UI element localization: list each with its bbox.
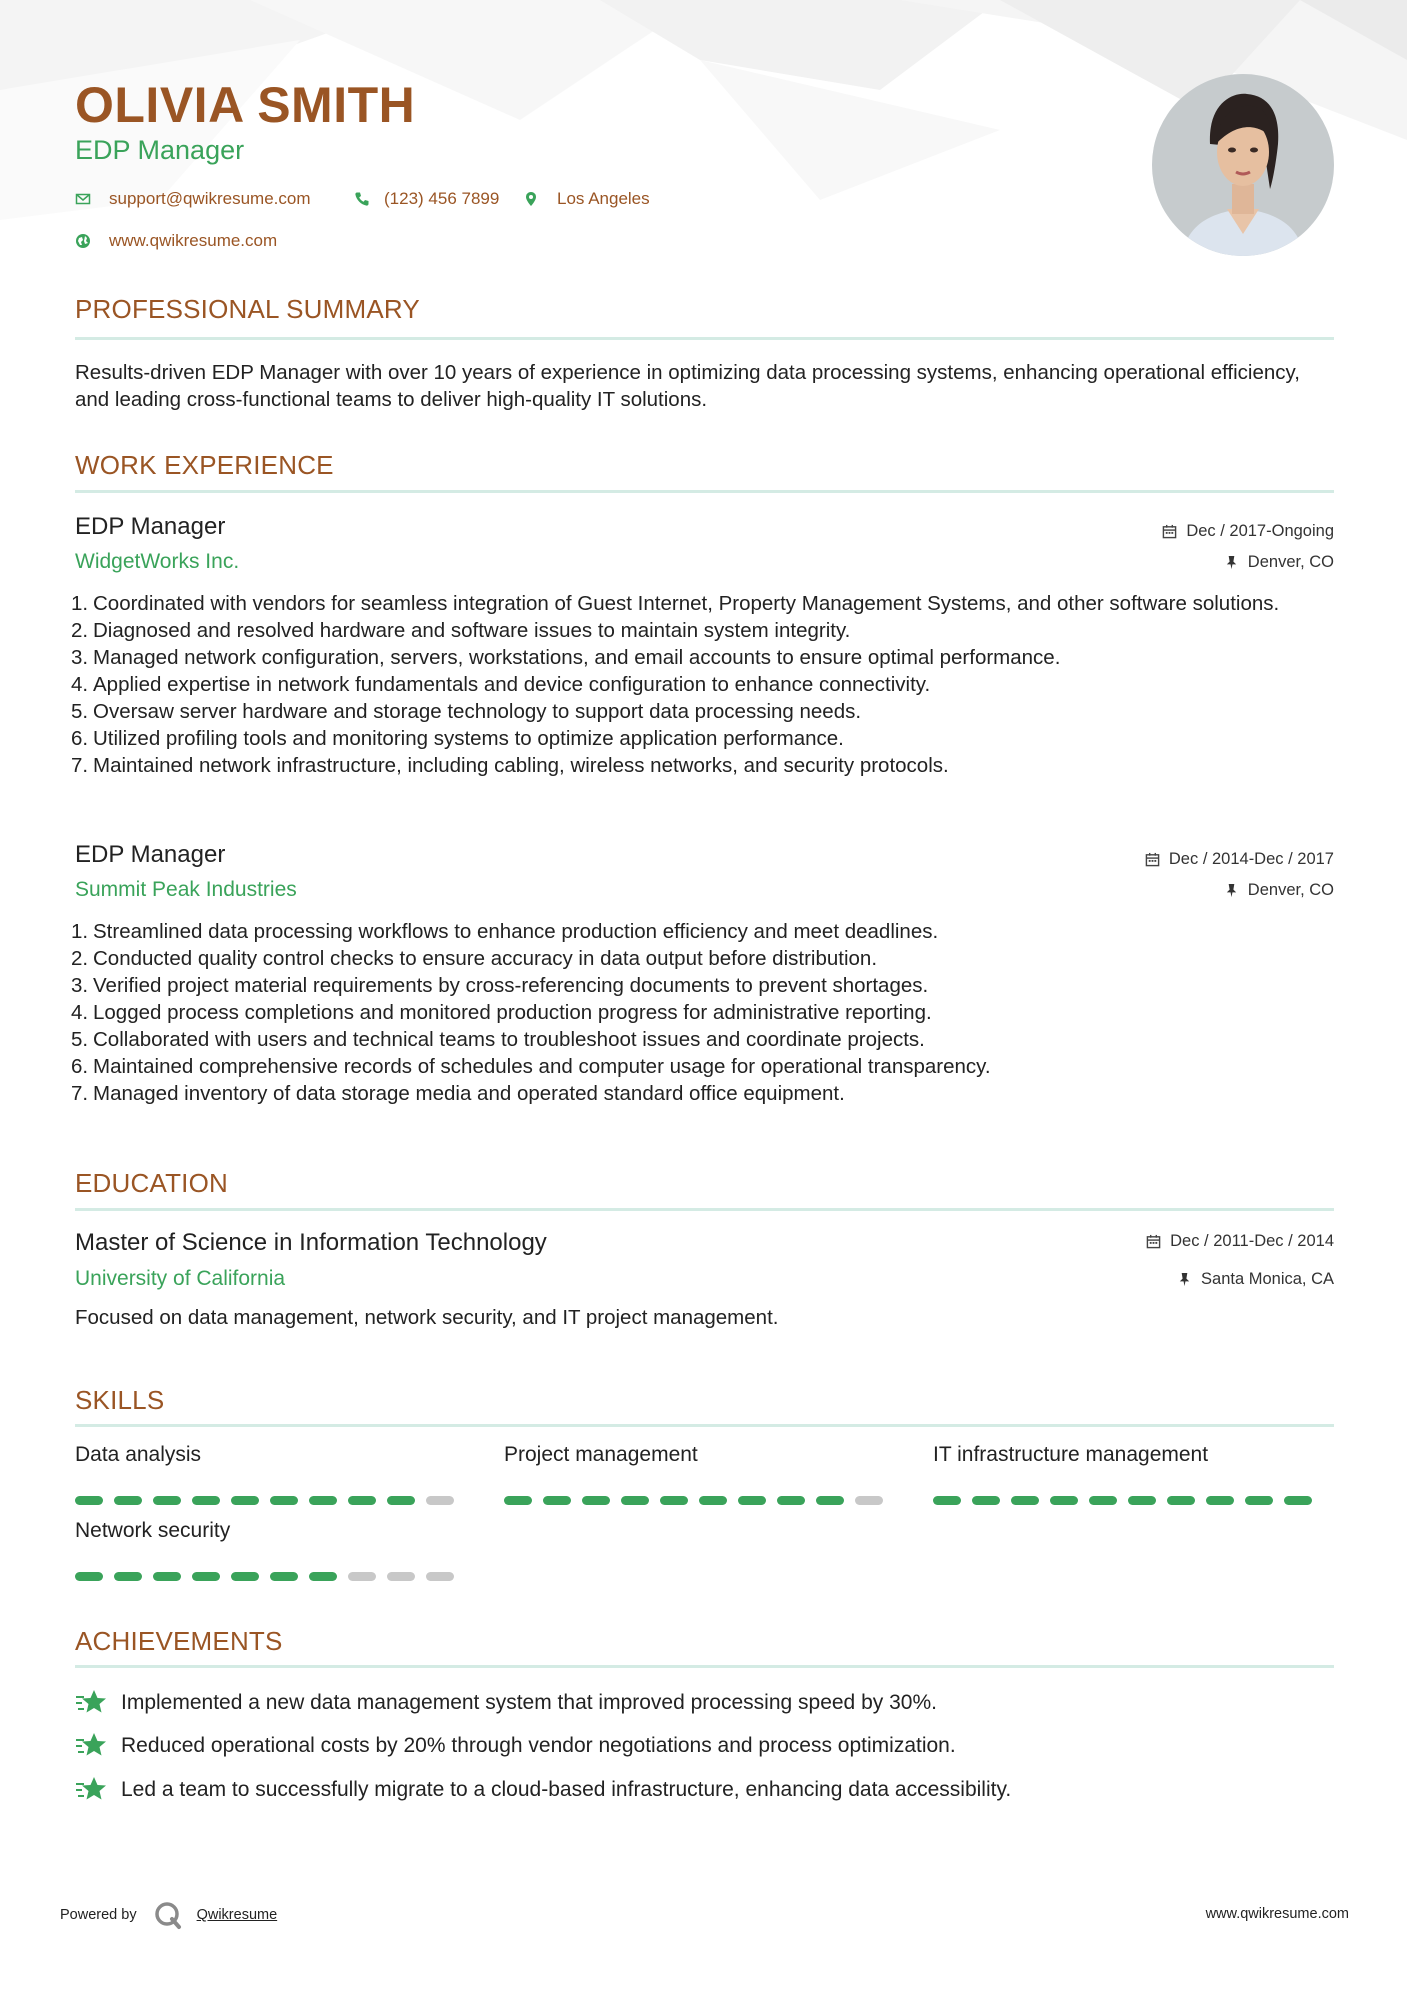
skill-dash-filled (1089, 1496, 1117, 1505)
skill-dash-filled (114, 1496, 142, 1505)
list-number: 6. (71, 1055, 89, 1078)
calendar-icon (1146, 1234, 1161, 1249)
list-item (71, 1080, 1334, 1107)
job-title: EDP Manager (75, 513, 226, 540)
list-item (71, 617, 1334, 644)
list-text: Managed inventory of data storage media and operated standard office equipment. (93, 1082, 845, 1105)
list-text: Verified project material requirements by cross-referencing documents to prevent shortages. (93, 974, 929, 997)
list-item (71, 671, 1334, 698)
skill-dash-filled (270, 1572, 298, 1581)
skill-dash-filled (270, 1496, 298, 1505)
list-text: Oversaw server hardware and storage technology to support data processing needs. (93, 700, 862, 723)
skills-divider (75, 1424, 1334, 1427)
list-text: Maintained comprehensive records of schedules and computer usage for operational transparency. (93, 1055, 991, 1078)
job-dates-text: Dec / 2017-Ongoing (1186, 522, 1334, 540)
skill-name: IT infrastructure management (933, 1443, 1209, 1466)
job-location-text: Denver, CO (1247, 881, 1334, 899)
map-marker-icon (523, 191, 539, 207)
skill-dash-filled (504, 1496, 532, 1505)
skills-heading: SKILLS (75, 1385, 165, 1415)
footer-url[interactable]: www.qwikresume.com (1205, 1906, 1349, 1922)
school-name: University of California (75, 1267, 286, 1290)
experience-heading: WORK EXPERIENCE (75, 450, 334, 480)
list-number: 5. (71, 700, 89, 723)
summary-heading: PROFESSIONAL SUMMARY (75, 294, 420, 324)
job-location (1224, 881, 1334, 900)
footer-powered-by (60, 1900, 277, 1930)
skill-dash-filled (1011, 1496, 1039, 1505)
list-text: Coordinated with vendors for seamless integration of Guest Internet, Property Management Systems, and other software solutions. (93, 592, 1280, 615)
skill-name: Project management (504, 1443, 698, 1466)
list-item (71, 1026, 1334, 1053)
list-text: Conducted quality control checks to ensure accuracy in data output before distribution. (93, 947, 878, 970)
pin-icon (1224, 555, 1239, 570)
skill-dash-filled (582, 1496, 610, 1505)
skill-dash-filled (231, 1572, 259, 1581)
contact-phone[interactable] (354, 189, 499, 209)
candidate-name: OLIVIA SMITH (75, 77, 416, 133)
job-title: EDP Manager (75, 841, 226, 868)
skill-name: Network security (75, 1519, 231, 1542)
skill-item (504, 1443, 884, 1505)
email-icon (75, 191, 91, 207)
list-number: 4. (71, 673, 89, 696)
skill-dash-filled (1206, 1496, 1234, 1505)
skill-dash-filled (387, 1496, 415, 1505)
achievement-text: Reduced operational costs by 20% through vendor negotiations and process optimization. (121, 1734, 956, 1757)
achievements-divider (75, 1665, 1334, 1668)
job-location (1224, 553, 1334, 572)
skill-dash-filled (816, 1496, 844, 1505)
list-number: 7. (71, 1082, 89, 1105)
skill-item (75, 1519, 455, 1581)
skill-dash-filled (738, 1496, 766, 1505)
education-dates (1146, 1232, 1334, 1251)
list-number: 2. (71, 619, 89, 642)
skill-item (75, 1443, 455, 1505)
contact-email[interactable] (75, 189, 311, 209)
skill-level-bar (75, 1496, 455, 1505)
email-text: support@qwikresume.com (109, 189, 311, 208)
skill-dash-filled (192, 1496, 220, 1505)
list-text: Managed network configuration, servers, workstations, and email accounts to ensure optimal performance. (93, 646, 1061, 669)
skill-dash-filled (75, 1496, 103, 1505)
skill-dash-filled (1167, 1496, 1195, 1505)
pin-icon (1177, 1272, 1192, 1287)
education-heading: EDUCATION (75, 1168, 228, 1198)
degree-title: Master of Science in Information Technology (75, 1229, 547, 1256)
calendar-icon (1162, 524, 1177, 539)
skill-name: Data analysis (75, 1443, 202, 1466)
education-divider (75, 1208, 1334, 1211)
list-number: 6. (71, 727, 89, 750)
job-dates (1162, 522, 1334, 541)
qwikresume-logo-icon (153, 1900, 183, 1930)
star-award-icon (75, 1688, 107, 1718)
job-dates (1145, 850, 1334, 869)
achievements-heading: ACHIEVEMENTS (75, 1626, 283, 1656)
list-number: 3. (71, 974, 89, 997)
powered-by-text: Powered by (60, 1907, 137, 1923)
list-number: 7. (71, 754, 89, 777)
list-text: Collaborated with users and technical teams to troubleshoot issues and coordinate projects. (93, 1028, 925, 1051)
contact-location (523, 189, 650, 209)
skill-level-bar (504, 1496, 884, 1505)
skill-dash-filled (192, 1572, 220, 1581)
candidate-role: EDP Manager (75, 135, 245, 165)
education-dates-text: Dec / 2011-Dec / 2014 (1170, 1232, 1334, 1250)
skill-dash-filled (309, 1496, 337, 1505)
skill-dash-filled (1245, 1496, 1273, 1505)
list-item (71, 725, 1334, 752)
job-company: Summit Peak Industries (75, 878, 297, 901)
list-item (71, 752, 1334, 779)
skill-dash-filled (153, 1496, 181, 1505)
list-text: Utilized profiling tools and monitoring systems to optimize application performance. (93, 727, 844, 750)
achievement-text: Led a team to successfully migrate to a cloud-based infrastructure, enhancing data accessibility. (121, 1778, 1012, 1801)
achievement-item (75, 1731, 956, 1761)
summary-divider (75, 337, 1334, 340)
skill-dash-empty (348, 1572, 376, 1581)
list-number: 1. (71, 920, 89, 943)
phone-text: (123) 456 7899 (384, 189, 500, 208)
star-award-icon (75, 1775, 107, 1805)
job-location-text: Denver, CO (1247, 553, 1334, 571)
list-number: 1. (71, 592, 89, 615)
skill-dash-filled (75, 1572, 103, 1581)
skill-dash-filled (114, 1572, 142, 1581)
star-award-icon (75, 1731, 107, 1761)
contact-website[interactable] (75, 231, 277, 251)
education-description: Focused on data management, network security, and IT project management. (75, 1306, 779, 1329)
skill-dash-filled (1050, 1496, 1078, 1505)
job-dates-text: Dec / 2014-Dec / 2017 (1168, 850, 1334, 868)
experience-divider (75, 490, 1334, 493)
phone-icon (354, 191, 370, 207)
profile-photo (1152, 74, 1334, 256)
list-item (71, 999, 1334, 1026)
pin-icon (1224, 883, 1239, 898)
skill-dash-empty (855, 1496, 883, 1505)
job-responsibilities (71, 918, 1334, 1107)
skill-dash-filled (972, 1496, 1000, 1505)
skill-level-bar (933, 1496, 1313, 1505)
website-text: www.qwikresume.com (109, 231, 278, 250)
brand-link[interactable]: Qwikresume (196, 1907, 278, 1923)
list-item (71, 945, 1334, 972)
skill-item (933, 1443, 1313, 1505)
job-company: WidgetWorks Inc. (75, 550, 240, 573)
summary-text: Results-driven EDP Manager with over 10 years of experience in optimizing data processing systems, enhancing operational efficiency, and leading cross-functional teams to deliver high-quality IT solutions. (75, 361, 1300, 411)
location-text: Los Angeles (557, 189, 650, 208)
skill-dash-filled (1128, 1496, 1156, 1505)
skill-dash-filled (1284, 1496, 1312, 1505)
globe-icon (75, 233, 91, 249)
education-location (1177, 1270, 1334, 1289)
skill-dash-empty (426, 1496, 454, 1505)
list-text: Streamlined data processing workflows to enhance production efficiency and meet deadlines. (93, 920, 939, 943)
skill-dash-filled (621, 1496, 649, 1505)
list-text: Logged process completions and monitored production progress for administrative reporting. (93, 1001, 932, 1024)
calendar-icon (1145, 852, 1160, 867)
skill-level-bar (75, 1572, 455, 1581)
list-item (71, 1053, 1334, 1080)
list-item (71, 918, 1334, 945)
skill-dash-empty (426, 1572, 454, 1581)
list-item (71, 972, 1334, 999)
list-item (71, 644, 1334, 671)
skill-dash-empty (387, 1572, 415, 1581)
list-number: 4. (71, 1001, 89, 1024)
achievement-text: Implemented a new data management system that improved processing speed by 30%. (121, 1691, 937, 1714)
list-number: 3. (71, 646, 89, 669)
skill-dash-filled (699, 1496, 727, 1505)
skill-dash-filled (933, 1496, 961, 1505)
skill-dash-filled (660, 1496, 688, 1505)
achievement-item (75, 1688, 937, 1718)
skill-dash-filled (543, 1496, 571, 1505)
skill-dash-filled (231, 1496, 259, 1505)
list-item (71, 698, 1334, 725)
list-text: Diagnosed and resolved hardware and software issues to maintain system integrity. (93, 619, 851, 642)
list-number: 2. (71, 947, 89, 970)
skill-dash-filled (777, 1496, 805, 1505)
list-text: Maintained network infrastructure, including cabling, wireless networks, and security protocols. (93, 754, 949, 777)
skill-dash-filled (309, 1572, 337, 1581)
achievement-item (75, 1775, 1011, 1805)
list-number: 5. (71, 1028, 89, 1051)
list-item (71, 590, 1334, 617)
skill-dash-filled (153, 1572, 181, 1581)
job-responsibilities (71, 590, 1334, 779)
list-text: Applied expertise in network fundamentals and device configuration to enhance connectivity. (93, 673, 931, 696)
skill-dash-filled (348, 1496, 376, 1505)
education-location-text: Santa Monica, CA (1201, 1270, 1334, 1288)
